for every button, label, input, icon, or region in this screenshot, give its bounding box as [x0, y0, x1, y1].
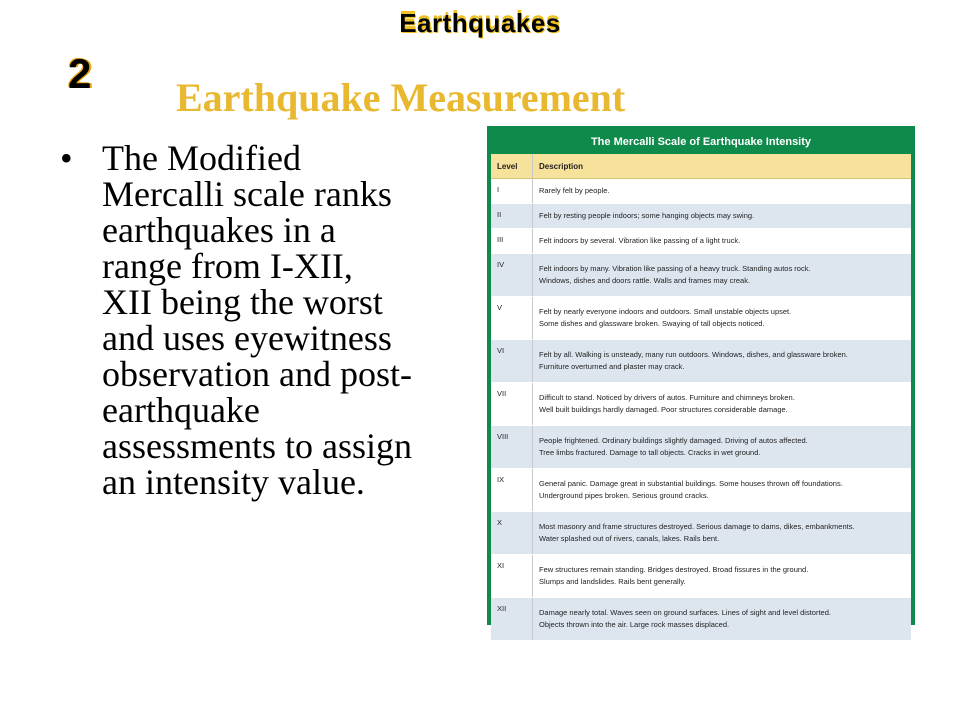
slide-title: Earthquake Measurement	[176, 75, 626, 120]
description-line: Felt by all. Walking is unsteady, many run outdoors. Windows, dishes, and glassware broken.	[539, 350, 848, 359]
description-line: People frightened. Ordinary buildings slightly damaged. Driving of autos affected.	[539, 436, 808, 445]
description-cell	[533, 555, 911, 597]
bullet-text	[102, 140, 412, 500]
slide-number: 2	[68, 50, 92, 97]
level-cell: XII	[491, 598, 533, 640]
table-row	[491, 598, 911, 641]
description-line: Felt indoors by many. Vibration like passing of a heavy truck. Standing autos rock.	[539, 264, 811, 273]
table-row	[491, 297, 911, 340]
column-header-description: Description	[539, 161, 584, 171]
table-row	[491, 204, 911, 229]
level-cell: VII	[491, 383, 533, 425]
description-line: Some dishes and glassware broken. Swaying of tall objects noticed.	[539, 319, 765, 328]
description-cell	[533, 426, 911, 468]
table-body	[491, 179, 911, 641]
description-line: Objects thrown into the air. Large rock masses displaced.	[539, 620, 730, 629]
description-cell	[533, 297, 911, 339]
level-cell: III	[491, 229, 533, 253]
description-cell	[533, 254, 911, 296]
bullet-line: Mercalli scale ranks	[102, 174, 392, 214]
level-cell: XI	[491, 555, 533, 597]
level-cell: VI	[491, 340, 533, 382]
table-header	[491, 154, 911, 179]
description-cell	[533, 229, 911, 253]
description-line: Most masonry and frame structures destroyed. Serious damage to dams, dikes, embankments.	[539, 522, 855, 531]
bullet-line: range from I-XII,	[102, 246, 353, 286]
description-line: Damage nearly total. Waves seen on ground surfaces. Lines of sight and level distorted.	[539, 608, 831, 617]
description-line: Well built buildings hardly damaged. Poor structures considerable damage.	[539, 405, 788, 414]
description-line: Felt by nearly everyone indoors and outdoors. Small unstable objects upset.	[539, 307, 792, 316]
description-cell	[533, 598, 911, 640]
description-cell	[533, 383, 911, 425]
description-cell	[533, 179, 911, 203]
description-line: Furniture overturned and plaster may crack.	[539, 362, 685, 371]
level-cell: V	[491, 297, 533, 339]
table-row	[491, 469, 911, 512]
table-row	[491, 229, 911, 254]
level-cell: I	[491, 179, 533, 203]
table-row	[491, 512, 911, 555]
level-cell: X	[491, 512, 533, 554]
description-line: Felt by resting people indoors; some hanging objects may swing.	[539, 211, 755, 220]
figure-title: The Mercalli Scale of Earthquake Intensity	[590, 136, 812, 148]
description-line: Water splashed out of rivers, canals, lakes. Rails bent.	[539, 534, 720, 543]
table-row	[491, 254, 911, 297]
description-line: Rarely felt by people.	[539, 186, 610, 195]
description-line: Few structures remain standing. Bridges destroyed. Broad fissures in the ground.	[539, 565, 809, 574]
bullet-line: observation and post-	[102, 354, 412, 394]
bullet-line: an intensity value.	[102, 462, 365, 502]
table-row	[491, 383, 911, 426]
description-cell	[533, 340, 911, 382]
chapter-label: Earthquakes	[399, 8, 561, 38]
description-line: Felt indoors by several. Vibration like passing of a light truck.	[539, 236, 741, 245]
description-line: Slumps and landslides. Rails bent generally.	[539, 577, 686, 586]
table-row	[491, 555, 911, 598]
description-cell	[533, 512, 911, 554]
description-line: General panic. Damage great in substantial buildings. Some houses thrown off foundations.	[539, 479, 843, 488]
bullet-line: earthquake	[102, 390, 260, 430]
level-cell: IX	[491, 469, 533, 511]
table-row	[491, 426, 911, 469]
level-cell: II	[491, 204, 533, 228]
bullet-icon: •	[60, 138, 73, 178]
bullet-line: earthquakes in a	[102, 210, 336, 250]
description-line: Tree limbs fractured. Damage to tall objects. Cracks in wet ground.	[539, 448, 761, 457]
mercalli-scale-figure	[487, 126, 915, 629]
description-cell	[533, 469, 911, 511]
description-line: Underground pipes broken. Serious ground cracks.	[539, 491, 709, 500]
table-row	[491, 340, 911, 383]
level-cell: VIII	[491, 426, 533, 468]
level-cell: IV	[491, 254, 533, 296]
description-line: Windows, dishes and doors rattle. Walls and frames may creak.	[539, 276, 751, 285]
bullet-line: The Modified	[102, 138, 301, 178]
column-header-level: Level	[491, 154, 533, 178]
description-line: Difficult to stand. Noticed by drivers of autos. Furniture and chimneys broken.	[539, 393, 795, 402]
bullet-line: and uses eyewitness	[102, 318, 392, 358]
bullet-line: assessments to assign	[102, 426, 412, 466]
bullet-line: XII being the worst	[102, 282, 383, 322]
description-cell	[533, 204, 911, 228]
mercalli-table	[491, 154, 911, 629]
table-row	[491, 179, 911, 204]
